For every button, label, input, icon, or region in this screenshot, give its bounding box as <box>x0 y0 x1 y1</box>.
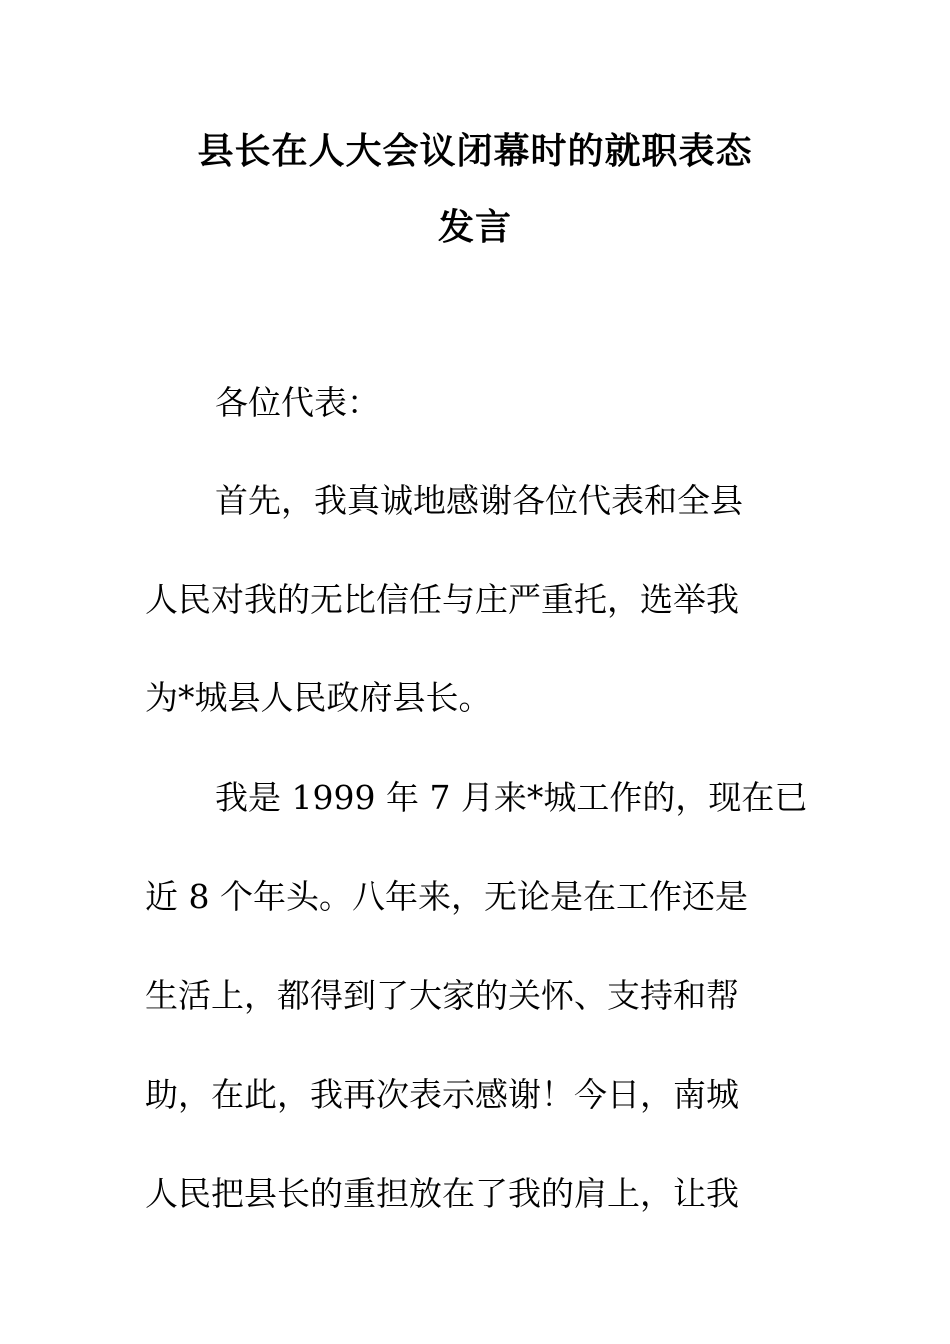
body-line-1: 首先，我真诚地感谢各位代表和全县 <box>215 481 743 520</box>
body-line-4: 我是 1999 年 7 月来*城工作的，现在已 <box>215 778 808 817</box>
document-title-line-1: 县长在人大会议闭幕时的就职表态 <box>197 131 753 172</box>
document-title-line-2: 发言 <box>437 207 512 248</box>
body-line-8: 人民把县长的重担放在了我的肩上，让我 <box>145 1174 739 1213</box>
body-line-7: 助，在此，我再次表示感谢！今日，南城 <box>145 1075 739 1114</box>
body-line-2: 人民对我的无比信任与庄严重托，选举我 <box>145 580 739 619</box>
body-line-3: 为*城县人民政府县长。 <box>145 678 492 717</box>
body-line-6: 生活上，都得到了大家的关怀、支持和帮 <box>145 976 739 1015</box>
body-line-5: 近 8 个年头。八年来，无论是在工作还是 <box>145 877 748 916</box>
salutation: 各位代表： <box>215 383 380 422</box>
